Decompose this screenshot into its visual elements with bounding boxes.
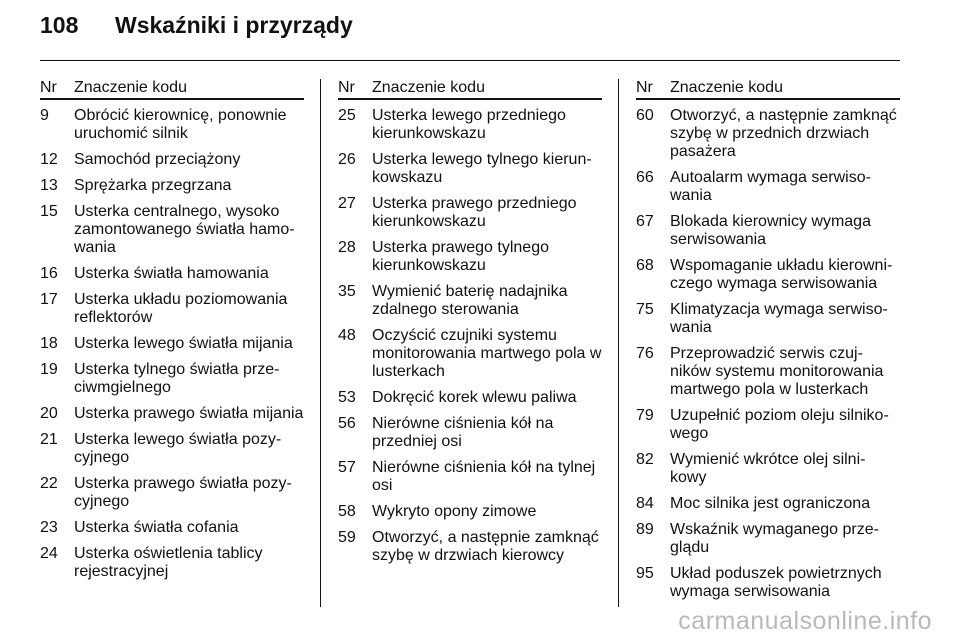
code-meaning: Klimatyzacja wymaga serwiso-wania bbox=[670, 301, 888, 336]
table-row bbox=[636, 213, 900, 249]
code-number: 28 bbox=[338, 239, 356, 256]
code-number: 35 bbox=[338, 283, 356, 300]
code-meaning: Usterka prawego światła pozy-cyjnego bbox=[74, 475, 292, 510]
code-meaning: Usterka oświetlenia tablicy rejestracyjnej bbox=[74, 545, 263, 580]
table-row bbox=[636, 521, 900, 557]
code-number: 68 bbox=[636, 257, 654, 274]
table-row bbox=[40, 431, 304, 467]
code-number: 22 bbox=[40, 475, 58, 492]
code-number: 18 bbox=[40, 335, 58, 352]
column-header bbox=[636, 79, 900, 100]
code-number: 82 bbox=[636, 451, 654, 468]
column-header-meaning: Znaczenie kodu bbox=[74, 79, 187, 96]
table-row bbox=[636, 451, 900, 487]
code-number: 76 bbox=[636, 345, 654, 362]
code-number: 58 bbox=[338, 503, 356, 520]
table-row bbox=[636, 107, 900, 161]
code-number: 89 bbox=[636, 521, 654, 538]
table-row bbox=[636, 495, 900, 513]
code-number: 24 bbox=[40, 545, 58, 562]
code-meaning: Usterka prawego przedniego kierunkowskazu bbox=[372, 195, 577, 230]
column-header bbox=[40, 79, 304, 100]
table-row bbox=[338, 389, 602, 407]
table-row bbox=[40, 361, 304, 397]
code-number: 67 bbox=[636, 213, 654, 230]
table-row bbox=[40, 151, 304, 169]
code-number: 13 bbox=[40, 177, 58, 194]
code-number: 25 bbox=[338, 107, 356, 124]
table-row bbox=[40, 265, 304, 283]
code-meaning: Usterka centralnego, wysoko zamontowanego światła hamo-wania bbox=[74, 203, 295, 256]
column-divider bbox=[320, 79, 321, 607]
code-meaning: Przeprowadzić serwis czuj-ników systemu monitorowania martwego pola w lusterkach bbox=[670, 345, 884, 398]
code-number: 48 bbox=[338, 327, 356, 344]
table-row bbox=[338, 415, 602, 451]
code-number: 26 bbox=[338, 151, 356, 168]
code-meaning: Otworzyć, a następnie zamknąć szybę w drzwiach kierowcy bbox=[372, 529, 599, 564]
code-meaning: Uzupełnić poziom oleju silniko-wego bbox=[670, 407, 889, 442]
code-meaning: Autoalarm wymaga serwiso-wania bbox=[670, 169, 871, 204]
code-meaning: Wymienić wkrótce olej silni-kowy bbox=[670, 451, 866, 486]
code-number: 59 bbox=[338, 529, 356, 546]
header-divider bbox=[40, 60, 900, 61]
code-meaning: Wymienić baterię nadajnika zdalnego sterowania bbox=[372, 283, 568, 318]
table-row bbox=[40, 545, 304, 581]
table-row bbox=[40, 203, 304, 257]
table-row bbox=[40, 335, 304, 353]
code-meaning: Usterka układu poziomowania reflektorów bbox=[74, 291, 288, 326]
table-row bbox=[40, 405, 304, 423]
column-header-meaning: Znaczenie kodu bbox=[372, 79, 485, 96]
table-row bbox=[636, 257, 900, 293]
table-row bbox=[338, 459, 602, 495]
code-meaning: Usterka prawego światła mijania bbox=[74, 405, 304, 422]
code-meaning: Usterka prawego tylnego kierunkowskazu bbox=[372, 239, 549, 274]
code-number: 53 bbox=[338, 389, 356, 406]
code-number: 75 bbox=[636, 301, 654, 318]
code-meaning: Samochód przeciążony bbox=[74, 151, 241, 168]
table-row bbox=[40, 475, 304, 511]
column-divider bbox=[618, 79, 619, 607]
code-number: 95 bbox=[636, 565, 654, 582]
code-meaning: Wspomaganie układu kierowni-czego wymaga serwisowania bbox=[670, 257, 893, 292]
code-table-column-2 bbox=[338, 79, 602, 573]
table-row bbox=[40, 291, 304, 327]
code-number: 19 bbox=[40, 361, 58, 378]
table-row bbox=[338, 195, 602, 231]
code-meaning: Nierówne ciśnienia kół na tylnej osi bbox=[372, 459, 596, 494]
code-meaning: Usterka lewego tylnego kierun-kowskazu bbox=[372, 151, 592, 186]
table-row bbox=[636, 345, 900, 399]
table-row bbox=[636, 169, 900, 205]
table-row bbox=[636, 301, 900, 337]
page-header bbox=[40, 12, 920, 52]
code-meaning: Usterka światła cofania bbox=[74, 519, 239, 536]
code-number: 17 bbox=[40, 291, 58, 308]
code-number: 20 bbox=[40, 405, 58, 422]
code-meaning: Usterka lewego światła pozy-cyjnego bbox=[74, 431, 282, 466]
code-number: 12 bbox=[40, 151, 58, 168]
table-row bbox=[636, 565, 900, 601]
code-meaning: Usterka światła hamowania bbox=[74, 265, 269, 282]
table-row bbox=[338, 503, 602, 521]
table-row bbox=[338, 107, 602, 143]
code-number: 9 bbox=[40, 107, 49, 124]
code-meaning: Usterka tylnego światła prze-ciwmgielnego bbox=[74, 361, 280, 396]
table-row bbox=[338, 239, 602, 275]
code-meaning: Dokręcić korek wlewu paliwa bbox=[372, 389, 577, 406]
code-number: 79 bbox=[636, 407, 654, 424]
column-header-nr: Nr bbox=[338, 79, 355, 96]
code-meaning: Oczyścić czujniki systemu monitorowania martwego pola w lusterkach bbox=[372, 327, 602, 380]
code-number: 60 bbox=[636, 107, 654, 124]
code-number: 56 bbox=[338, 415, 356, 432]
table-row bbox=[40, 519, 304, 537]
code-number: 57 bbox=[338, 459, 356, 476]
code-number: 15 bbox=[40, 203, 58, 220]
code-table-column-1 bbox=[40, 79, 304, 589]
page-number: 108 bbox=[40, 12, 79, 38]
code-meaning: Usterka lewego światła mijania bbox=[74, 335, 293, 352]
code-number: 84 bbox=[636, 495, 654, 512]
column-header-nr: Nr bbox=[40, 79, 57, 96]
code-meaning: Sprężarka przegrzana bbox=[74, 177, 232, 194]
code-number: 16 bbox=[40, 265, 58, 282]
watermark: carmanualsonline.info bbox=[678, 607, 932, 635]
column-header bbox=[338, 79, 602, 100]
page-title: Wskaźniki i przyrządy bbox=[115, 12, 353, 38]
column-header-meaning: Znaczenie kodu bbox=[670, 79, 783, 96]
table-row bbox=[40, 177, 304, 195]
code-meaning: Wskaźnik wymaganego prze-glądu bbox=[670, 521, 879, 556]
code-meaning: Moc silnika jest ograniczona bbox=[670, 495, 871, 512]
table-row bbox=[338, 327, 602, 381]
code-table-column-3 bbox=[636, 79, 900, 609]
table-row bbox=[338, 151, 602, 187]
code-number: 66 bbox=[636, 169, 654, 186]
code-number: 21 bbox=[40, 431, 58, 448]
code-number: 23 bbox=[40, 519, 58, 536]
code-meaning: Nierówne ciśnienia kół na przedniej osi bbox=[372, 415, 554, 450]
code-meaning: Wykryto opony zimowe bbox=[372, 503, 537, 520]
code-meaning: Blokada kierownicy wymaga serwisowania bbox=[670, 213, 871, 248]
code-meaning: Obrócić kierownicę, ponownie uruchomić silnik bbox=[74, 107, 287, 142]
table-row bbox=[40, 107, 304, 143]
column-header-nr: Nr bbox=[636, 79, 653, 96]
table-row bbox=[338, 529, 602, 565]
code-number: 27 bbox=[338, 195, 356, 212]
table-row bbox=[636, 407, 900, 443]
table-row bbox=[338, 283, 602, 319]
code-meaning: Układ poduszek powietrznych wymaga serwisowania bbox=[670, 565, 882, 600]
code-meaning: Otworzyć, a następnie zamknąć szybę w przednich drzwiach pasażera bbox=[670, 107, 897, 160]
code-meaning: Usterka lewego przedniego kierunkowskazu bbox=[372, 107, 566, 142]
